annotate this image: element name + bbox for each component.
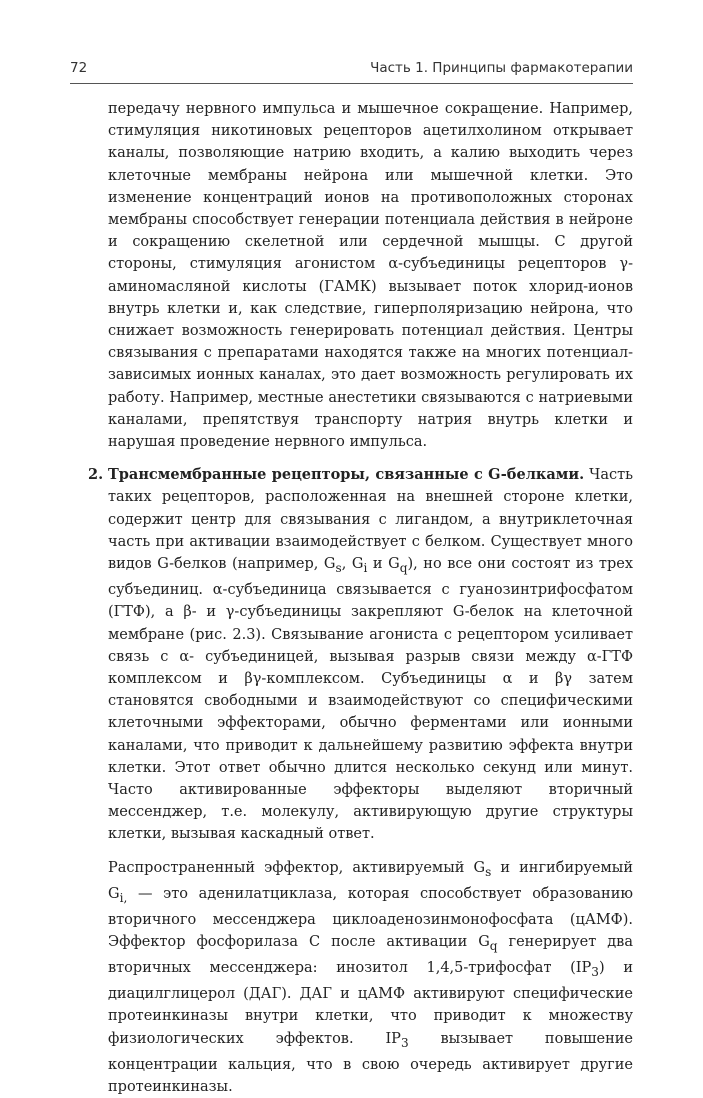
subscript: 3	[400, 1035, 409, 1050]
page-body	[88, 98, 634, 1098]
subscript: s	[485, 864, 492, 879]
header-rule	[70, 83, 633, 84]
list-item-2	[88, 464, 634, 845]
subscript: q	[489, 938, 498, 953]
page-header	[70, 60, 633, 82]
text-run: Часть таких рецепторов, расположенная на внешней стороне клетки, содержит центр для связывания с лигандом, а внутриклеточная часть при активации взаимодействует с белком. Существует много видов G-белков (например, G	[108, 467, 634, 573]
running-title: Часть 1. Принципы фармакотерапии	[370, 60, 633, 76]
text-run: и G	[367, 556, 400, 573]
list-item-text	[108, 464, 633, 845]
subscript: 3	[591, 964, 599, 979]
subscript: s	[335, 560, 342, 575]
text-run: , G	[341, 556, 364, 573]
text-run: вызывает повышение концентрации кальция, что в свою очередь активирует другие протеинкиназы.	[108, 1030, 633, 1095]
list-item-term: Трансмембранные рецепторы, связанные с G-белками.	[108, 466, 585, 484]
list-item-number: 2.	[88, 466, 104, 484]
text-run: ), но все они состоят из трех субъединиц. α-субъединица связывается с гуанозинтрифосфатом (ГТФ), а β- и γ-субъединицы закрепляют G-белок на клеточной мембране (рис. 2.3). Связывание агониста с рецептором усиливает связь с α- субъединицей, вызывая разрыв связи между α-ГТФ комплексом и βγ-комплексом. Субъединицы α и βγ затем становятся свободными и взаимодействуют со специфическими клеточными эффекторами, обычно ферментами или ионными каналами, что приводит к дальнейшему развитию эффекта внутри клетки. Этот ответ обычно длится несколько секунд или минут. Часто активированные эффекторы выделяют вторичный мессенджер, т.е. молекулу, активирующую другие структуры клетки, вызывая каскадный ответ.	[108, 556, 633, 843]
subscript: i	[363, 560, 368, 575]
text-run: генерирует два вторичных мессенджера: инозитол 1,4,5-трифосфат (IP	[108, 933, 633, 977]
paragraph-1: передачу нервного импульса и мышечное сокращение. Например, стимуляция никотиновых рецепторов ацетилхолином открывает каналы, позволяющие натрию входить, а калию выходить через клеточные мембраны нейрона или мышечной клетки. Это изменение концентраций ионов на противоположных сторонах мембраны способствует генерации потенциала действия в нейроне и сокращению скелетной или сердечной мышцы. С другой стороны, стимуляция агонистом α-субъединицы рецепторов γ-аминомасляной кислоты (ГАМК) вызывает поток хлорид-ионов внутрь клетки и, как следствие, гиперполяризацию нейрона, что снижает возможность генерировать потенциал действия. Центры связывания с препаратами находятся также на многих потенциал-зависимых ионных каналах, это дает возможность регулировать их работу. Например, местные анестетики связываются с натриевыми каналами, препятствуя транспорту натрия внутрь клетки и нарушая проведение нервного импульса.	[108, 101, 633, 451]
page-number: 72	[70, 60, 88, 76]
subscript: q	[399, 560, 408, 575]
text-run: Распространенный эффектор, активируемый G	[108, 859, 486, 876]
subscript: i,	[119, 890, 128, 905]
paragraph-3	[108, 857, 633, 1098]
text-run: — это аденилатциклаза, которая способствует образованию вторичного мессенджера циклоаденозинмонофосфата (цАМФ). Эффектор фосфорилаза С после активации G	[108, 885, 633, 950]
text-run: и ингибируемый G	[108, 859, 633, 902]
text-run: ) и диацилглицерол (ДАГ). ДАГ и цАМФ активируют специфические протеинкиназы внутри клетки, что приводит к множеству физиологических эффектов. IP	[108, 960, 633, 1047]
